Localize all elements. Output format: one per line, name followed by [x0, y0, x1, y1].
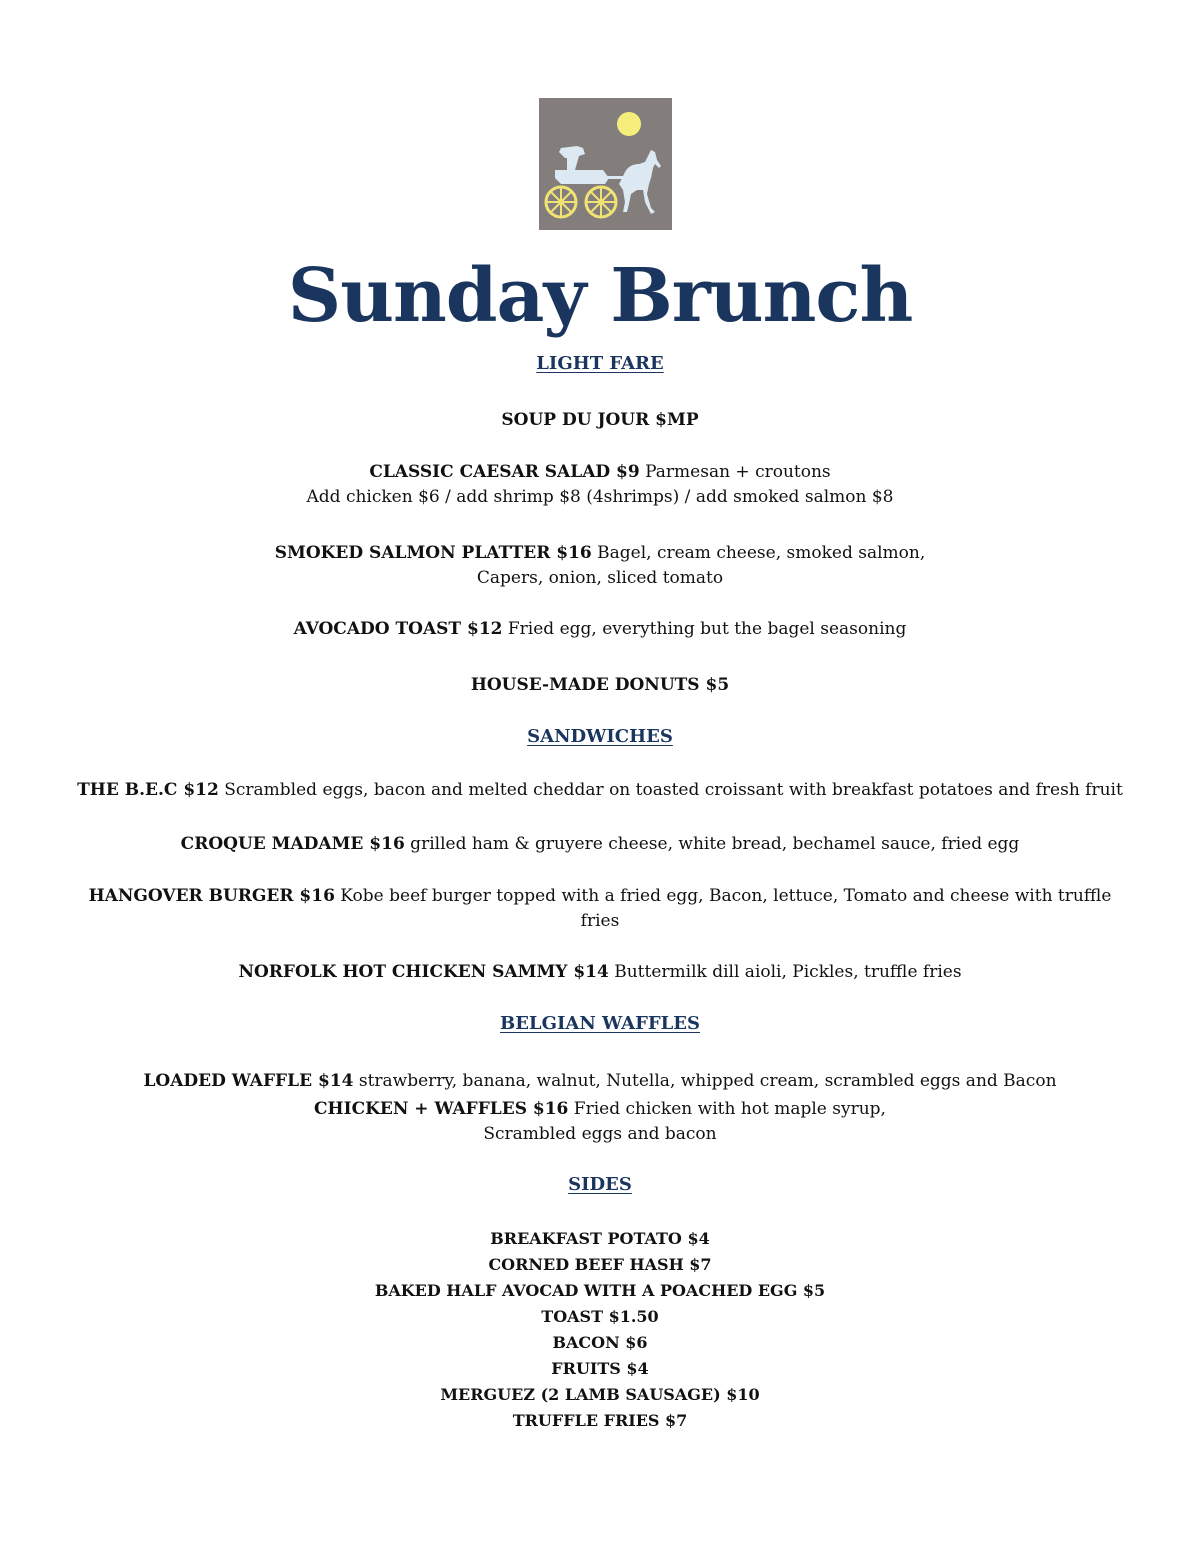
item-description: Bagel, cream cheese, smoked salmon, [591, 543, 926, 563]
item-description: Fried egg, everything but the bagel seasoning [502, 619, 907, 639]
side-item-baked-avocado: BAKED HALF AVOCAD WITH A POACHED EGG $5 [374, 1281, 826, 1300]
item-name: SMOKED SALMON PLATTER $16 [274, 543, 592, 563]
menu-item-hangover-burger [20, 884, 1180, 934]
section-heading-sides: SIDES [568, 1174, 632, 1195]
item-description-line2: Capers, onion, sliced tomato [476, 568, 724, 588]
sides-list [0, 1226, 1200, 1434]
menu-item-donuts [40, 673, 1160, 698]
section-heading-light-fare: LIGHT FARE [536, 353, 664, 374]
horse-carriage-logo [539, 98, 672, 230]
item-name: THE B.E.C $12 [77, 780, 219, 800]
section-heading-sandwiches: SANDWICHES [527, 726, 673, 747]
item-description: Parmesan + croutons [639, 462, 831, 482]
side-item-truffle-fries: TRUFFLE FRIES $7 [512, 1411, 688, 1430]
item-name: CHICKEN + WAFFLES $16 [314, 1099, 569, 1119]
menu-item-bec [20, 778, 1180, 803]
menu-item-smoked-salmon [40, 541, 1160, 591]
item-description-line2: Add chicken $6 / add shrimp $8 (4shrimps) / add smoked salmon $8 [306, 487, 894, 507]
item-description: Fried chicken with hot maple syrup, [568, 1099, 886, 1119]
item-name: HANGOVER BURGER $16 [88, 886, 335, 906]
item-description: Scrambled eggs, bacon and melted cheddar on toasted croissant with breakfast potatoes and fresh fruit [218, 780, 1123, 800]
item-description: Kobe beef burger topped with a fried egg, Bacon, lettuce, Tomato and cheese with truffle [334, 886, 1112, 906]
menu-item-chicken-waffles [40, 1097, 1160, 1147]
item-name: HOUSE-MADE DONUTS $5 [470, 675, 730, 695]
item-name: NORFOLK HOT CHICKEN SAMMY $14 [238, 962, 609, 982]
item-description-line2: Scrambled eggs and bacon [483, 1124, 717, 1144]
item-description-line2: fries [580, 911, 620, 931]
item-name: AVOCADO TOAST $12 [293, 619, 503, 639]
item-name: CLASSIC CAESAR SALAD $9 [369, 462, 640, 482]
side-item-fruits: FRUITS $4 [551, 1359, 649, 1378]
side-item-bacon: BACON $6 [552, 1333, 648, 1352]
side-item-corned-beef-hash: CORNED BEEF HASH $7 [488, 1255, 712, 1274]
side-item-toast: TOAST $1.50 [541, 1307, 659, 1326]
side-item-breakfast-potato: BREAKFAST POTATO $4 [490, 1229, 710, 1248]
menu-title: Sunday Brunch [287, 253, 913, 339]
item-name: SOUP DU JOUR $MP [501, 410, 699, 430]
menu-item-avocado-toast [40, 617, 1160, 642]
menu-item-soup [40, 408, 1160, 433]
item-name: CROQUE MADAME $16 [180, 834, 405, 854]
menu-item-loaded-waffle [20, 1069, 1180, 1094]
item-description: Buttermilk dill aioli, Pickles, truffle fries [608, 962, 962, 982]
horse-carriage-icon [539, 98, 672, 230]
item-name: LOADED WAFFLE $14 [143, 1071, 354, 1091]
menu-item-hot-chicken-sammy [40, 960, 1160, 985]
menu-item-caesar-salad [40, 460, 1160, 510]
section-heading-belgian-waffles: BELGIAN WAFFLES [499, 1013, 701, 1034]
item-description: grilled ham & gruyere cheese, white bread, bechamel sauce, fried egg [404, 834, 1020, 854]
side-item-merguez: MERGUEZ (2 LAMB SAUSAGE) $10 [440, 1385, 760, 1404]
menu-item-croque-madame [40, 832, 1160, 857]
item-description: strawberry, banana, walnut, Nutella, whipped cream, scrambled eggs and Bacon [353, 1071, 1057, 1091]
